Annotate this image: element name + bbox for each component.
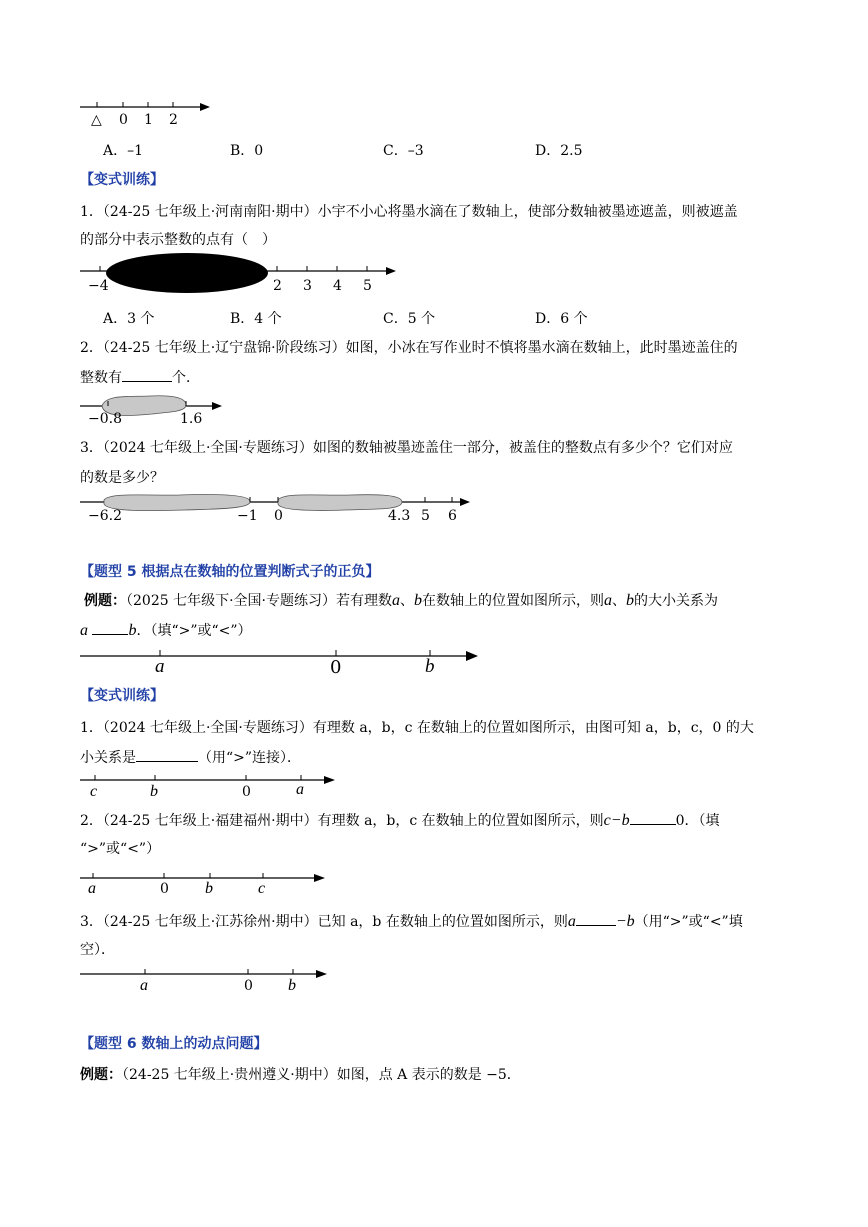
axis-label: 2 [273,278,282,294]
axis-label: a [140,977,148,994]
axis-label: 0 [330,657,342,678]
example-text: （24-25 七年级上·贵州遵义·期中）如图，点 A 表示的数是 −5． [122,1067,521,1083]
axis-label: c [90,783,98,800]
question-2-line-1: 2．（24-25 七年级上·辽宁盘锦·阶段练习）如图，小冰在写作业时不慎将墨水滴在数轴上，此时墨迹盖住的 [80,340,738,356]
question-2-text-b: 0．（填 [675,813,720,829]
axis-label: 2 [169,112,178,128]
example-text-c: 的大小关系为 [633,593,718,609]
option-b[interactable]: B．4 个 [230,311,282,327]
axis-label: 4 [333,278,342,294]
option-d[interactable]: D．2.5 [535,143,583,159]
axis-label: △ [91,112,102,128]
axis-label: −1 [237,508,258,524]
expression: −b [615,913,635,930]
var-b: b [625,592,634,609]
axis-label: 6 [448,508,457,524]
question-3-text-b: （用“>”或“<”填 [634,914,743,930]
axis-label: −6.2 [88,508,122,524]
question-3-line-2: 的数是多少？ [80,470,164,486]
axis-label: b [205,880,213,897]
axis-label: a [155,656,165,677]
axis-label: 0 [242,784,251,800]
option-b[interactable]: B．0 [230,143,264,159]
example-label: 例题： [80,1067,122,1083]
option-a[interactable]: A．3 个 [103,311,155,327]
question-2-text-a: 2．（24-25 七年级上·福建福州·期中）有理数 a，b，c 在数轴上的位置如图所示，则 [80,813,604,829]
option-d[interactable]: D．6 个 [535,311,588,327]
question-3-line-2: 空）． [80,942,115,958]
axis-label: 5 [363,278,372,294]
example-text: （2025 七年级下·全国·专题练习）若有理数 [126,593,392,609]
axis-label: c [258,880,266,897]
var-a: a [567,913,576,930]
var-a: a [603,592,612,609]
example-label: 例题： [84,593,126,609]
example-tail: ．（填“>”或“<”） [136,623,252,639]
question-3-line-1: 3．（2024 七年级上·全国·专题练习）如图的数轴被墨迹盖住一部分，被盖住的整数点有多少个？它们对应 [80,440,733,456]
expression: c−b [603,812,630,829]
question-1-line-1: 1．（2024 七年级上·全国·专题练习）有理数 a，b，c 在数轴上的位置如图所示，由图可知 a，b，c，0 的大 [80,720,754,736]
axis-label: 5 [421,508,430,524]
type-6-heading: 【题型 6 数轴上的动点问题】 [80,1036,268,1052]
option-c[interactable]: C．–3 [383,143,424,159]
question-2-text-b: 个． [172,370,200,386]
var-a: a [80,622,88,639]
axis-label: 4.3 [388,508,411,524]
question-3-text-a: 3．（24-25 七年级上·江苏徐州·期中）已知 a，b 在数轴上的位置如图所示，则 [80,914,568,930]
axis-label: 1.6 [180,411,203,427]
type-5-heading: 【题型 5 根据点在数轴的位置判断式子的正负】 [80,564,380,580]
question-1-text-a: 小关系是 [80,750,136,766]
var-b: b [413,592,422,609]
question-1-line-2: 的部分中表示整数的点有（ ） [80,232,276,248]
axis-label: b [150,783,158,800]
separator: 、 [399,593,414,609]
axis-label: b [425,656,435,677]
question-2-text-a: 整数有 [80,370,122,386]
option-c[interactable]: C．5 个 [383,311,436,327]
type-6-example [80,1065,521,1085]
section-heading: 【变式训练】 [80,172,164,188]
axis-label: 0 [119,112,128,128]
axis-label: 0 [160,881,169,897]
axis-label: b [288,977,296,994]
axis-label: 1 [144,112,153,128]
axis-label: 0 [274,508,283,524]
question-1-text-b: （用“>”连接）． [198,750,302,766]
example-text-b: 在数轴上的位置如图所示，则 [421,593,604,609]
option-a[interactable]: A．–1 [103,143,144,159]
axis-label: 0 [244,978,253,994]
axis-label: −0.8 [88,411,122,427]
section-heading: 【变式训练】 [80,688,164,704]
axis-label: a [296,781,304,798]
axis-label: 3 [303,278,312,294]
var-a: a [391,592,400,609]
axis-label: a [88,880,96,897]
question-2-line-2: “>”或“<”） [80,841,161,857]
separator: 、 [611,593,626,609]
var-b: b [128,622,137,639]
axis-label: −4 [88,278,109,294]
question-1-line-1: 1．（24-25 七年级上·河南南阳·期中）小宇不小心将墨水滴在了数轴上，使部分数轴被墨迹遮盖，则被遮盖 [80,204,738,220]
